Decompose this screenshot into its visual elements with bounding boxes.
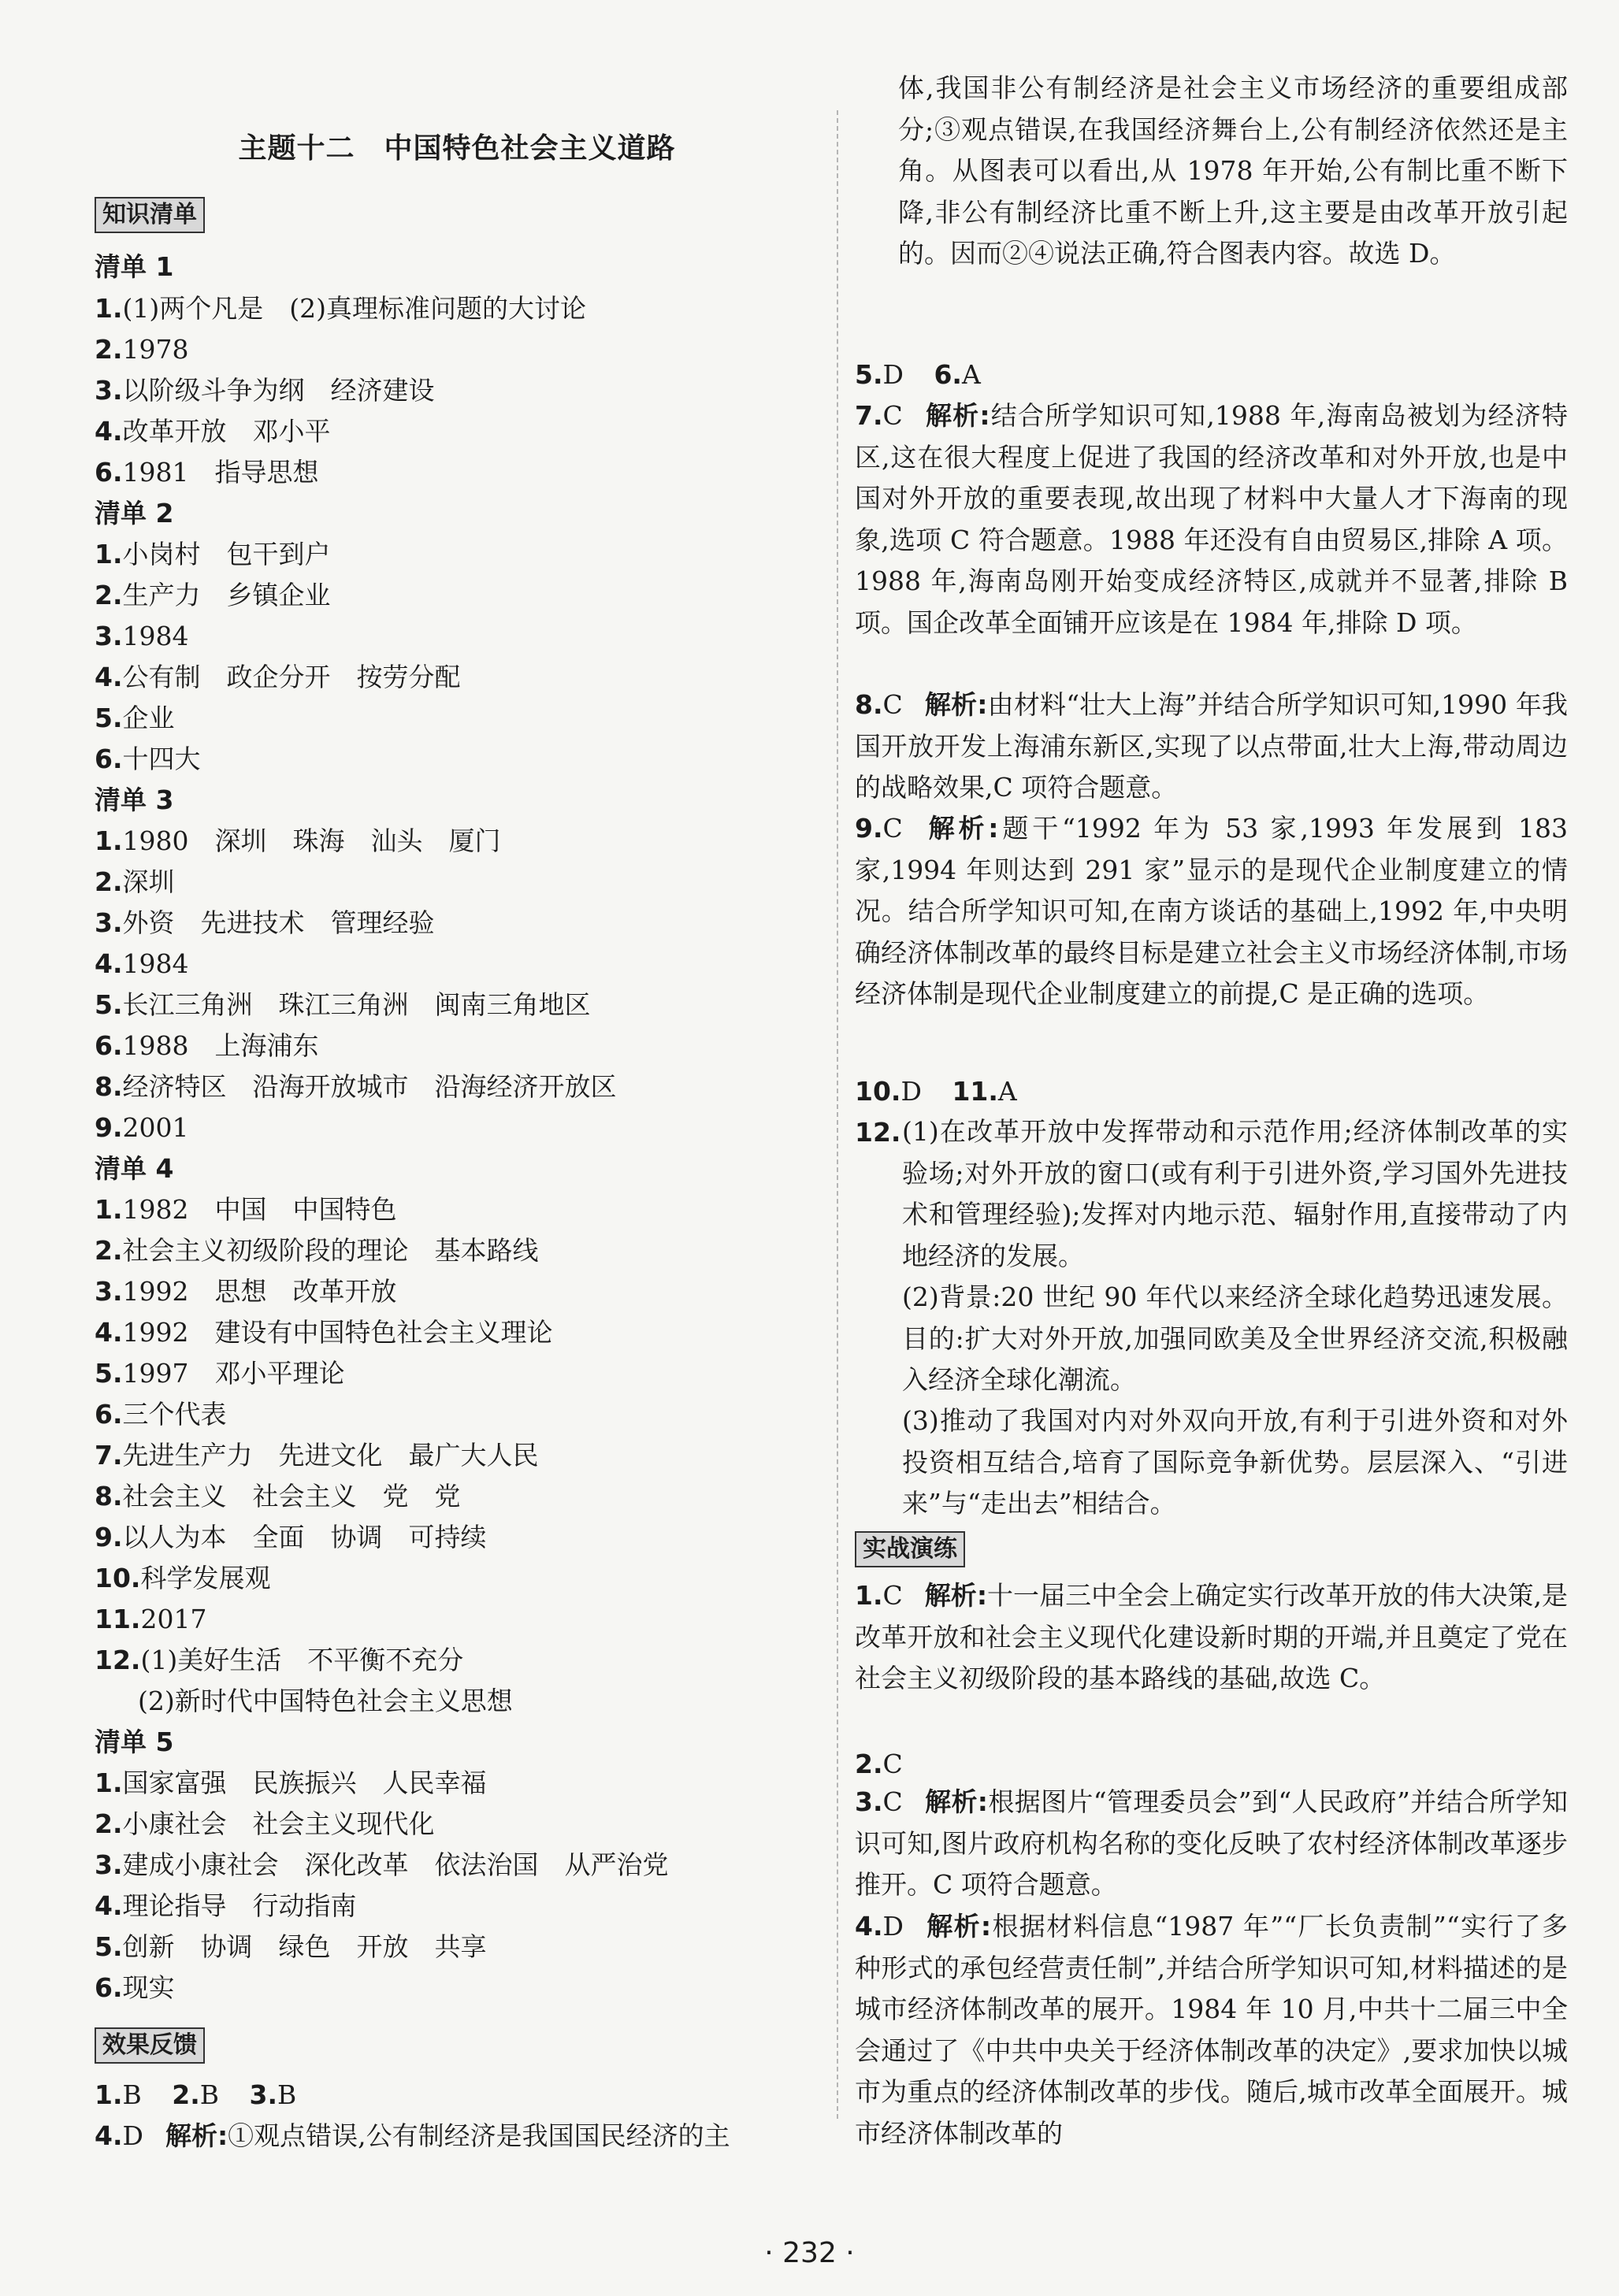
answer-row: 4.D 解析:①观点错误,公有制经济是我国国民经济的主 [95,2120,730,2151]
list-item: 4.1992 建设有中国特色社会主义理论 [95,1317,553,1348]
list-item: 3.建成小康社会 深化改革 依法治国 从严治党 [95,1849,669,1880]
list-item: 6.1981 指导思想 [95,457,319,488]
list-item: 3.1992 思想 改革开放 [95,1276,397,1307]
list-item: 2.深圳 [95,866,175,897]
answer-row: 5.D 6.A [855,359,981,390]
section-box-knowledge: 知识清单 [95,197,205,233]
list-item: 2.社会主义初级阶段的理论 基本路线 [95,1235,539,1266]
list-item: 4.改革开放 邓小平 [95,416,331,447]
list-item: 3.1984 [95,621,189,651]
list-item: 6.三个代表 [95,1399,227,1430]
list-item: 7.先进生产力 先进文化 最广大人民 [95,1440,539,1471]
list-item: 6.现实 [95,1972,175,2003]
list-item: 8.经济特区 沿海开放城市 沿海经济开放区 [95,1071,617,1102]
list-item: 4.1984 [95,948,189,979]
list-item: 1.1982 中国 中国特色 [95,1194,397,1225]
list-item: 8.社会主义 社会主义 党 党 [95,1481,461,1512]
list-item: 1.1980 深圳 珠海 汕头 厦门 [95,825,501,856]
list-item: 11.2017 [95,1604,207,1634]
list-item: 3.以阶级斗争为纲 经济建设 [95,375,435,406]
list-item: 1.小岗村 包干到户 [95,539,331,569]
list-item: 5.创新 协调 绿色 开放 共享 [95,1931,487,1962]
list-item: 6.1988 上海浦东 [95,1030,319,1061]
list-item: 10.科学发展观 [95,1563,271,1593]
list-heading: 清单 5 [95,1727,174,1757]
answer-row: 2.C [855,1749,903,1779]
list-heading: 清单 4 [95,1153,174,1184]
answer-number: 12. [855,1117,901,1148]
answer-row: 1.B 2.B 3.B [95,2079,297,2110]
list-item: 5.企业 [95,703,175,733]
list-item: 1.国家富强 民族振兴 人民幸福 [95,1767,487,1798]
list-heading: 清单 1 [95,251,174,282]
answer-explanation: 7.C 解析:结合所学知识可知,1988 年,海南岛被划为经济特区,这在很大程度上促进了我国的经济改革和对外开放,也是中国对外开放的重要表现,故出现了材料中大量人才下海南的现象,选项 C 符合题意。1988 年还没有自由贸易区,排除 A 项。1988 年,海南岛刚开始变成经济特区,成就并不显著,排除 B 项。国企改革全面铺开应该是在 1984 年,排除 D 项。 [855,400,1568,638]
list-heading: 清单 3 [95,784,174,815]
answer-explanation: 9.C 解析:题干“1992 年为 53 家,1993 年发展到 183 家,1994 年则达到 291 家”显示的是现代企业制度建立的情况。结合所学知识可知,在南方谈话的基础上,1992 年,中央明确经济体制改革的最终目标是建立社会主义市场经济体制,市场经济体制是现代企业制度建立的前提,C 是正确的选项。 [855,813,1568,1009]
answer-part: (1)在改革开放中发挥带动和示范作用;经济体制改革的实验场;对外开放的窗口(或有利于引进外资,学习国外先进技术和管理经验);发挥对内地示范、辐射作用,直接带动了内地经济的发展。 [902,1116,1568,1271]
column-divider [837,110,838,2119]
list-item: 6.十四大 [95,744,201,774]
list-item: 9.2001 [95,1112,189,1143]
list-item-continuation: (2)新时代中国特色社会主义思想 [138,1686,513,1716]
answer-part: (2)背景:20 世纪 90 年代以来经济全球化趋势迅速发展。目的:扩大对外开放,加强同欧美及全世界经济交流,积极融入经济全球化潮流。 [902,1282,1568,1395]
list-item: 2.1978 [95,334,189,365]
answer-row: 10.D 11.A [855,1076,1017,1107]
list-item: 1.(1)两个凡是 (2)真理标准问题的大讨论 [95,293,586,324]
answer-explanation: 3.C 解析:根据图片“管理委员会”到“人民政府”并结合所学知识可知,图片政府机构名称的变化反映了农村经济体制改革逐步推开。C 项符合题意。 [855,1786,1568,1900]
list-item: 2.生产力 乡镇企业 [95,580,331,610]
list-item: 3.外资 先进技术 管理经验 [95,907,435,938]
answer-explanation: 4.D 解析:根据材料信息“1987 年”“厂长负责制”“实行了多种形式的承包经营责任制”,并结合所学知识可知,材料描述的是城市经济体制改革的展开。1984 年 10 月,中共十二届三中全会通过了《中共中央关于经济体制改革的决定》,要求加快以城市为重点的经济体制改革的步伐。随后,城市改革全面展开。城市经济体制改革的 [855,1911,1568,2149]
answer-explanation: 1.C 解析:十一届三中全会上确定实行改革开放的伟大决策,是改革开放和社会主义现代化建设新时期的开端,并且奠定了党在社会主义初级阶段的基本路线的基础,故选 C。 [855,1580,1568,1693]
list-item: 4.公有制 政企分开 按劳分配 [95,662,461,692]
section-box-feedback: 效果反馈 [95,2027,205,2064]
answer-explanation: 8.C 解析:由材料“壮大上海”并结合所学知识可知,1990 年我国开放开发上海浦东新区,实现了以点带面,壮大上海,带动周边的战略效果,C 项符合题意。 [855,689,1569,803]
page-title: 主题十二 中国特色社会主义道路 [238,132,676,165]
section-box-practice: 实战演练 [855,1531,965,1567]
list-item: 9.以人为本 全面 协调 可持续 [95,1522,487,1552]
answer-part: (3)推动了我国对内对外双向开放,有利于引进外资和对外投资相互结合,培育了国际竞争新优势。层层深入、“引进来”与“走出去”相结合。 [902,1405,1568,1519]
list-heading: 清单 2 [95,498,174,529]
page-number: · 232 · [764,2237,855,2269]
list-item: 2.小康社会 社会主义现代化 [95,1808,435,1839]
list-item: 5.1997 邓小平理论 [95,1358,345,1389]
list-item: 5.长江三角洲 珠江三角洲 闽南三角地区 [95,989,591,1020]
list-item: 4.理论指导 行动指南 [95,1890,357,1921]
list-item: 12.(1)美好生活 不平衡不充分 [95,1645,464,1675]
answer-continuation: 体,我国非公有制经济是社会主义市场经济的重要组成部分;③观点错误,在我国经济舞台上,公有制经济依然还是主角。从图表可以看出,从 1978 年开始,公有制比重不断下降,非公有制经济比重不断上升,这主要是由改革开放引起的。因而②④说法正确,符合图表内容。故选 D。 [898,72,1568,269]
